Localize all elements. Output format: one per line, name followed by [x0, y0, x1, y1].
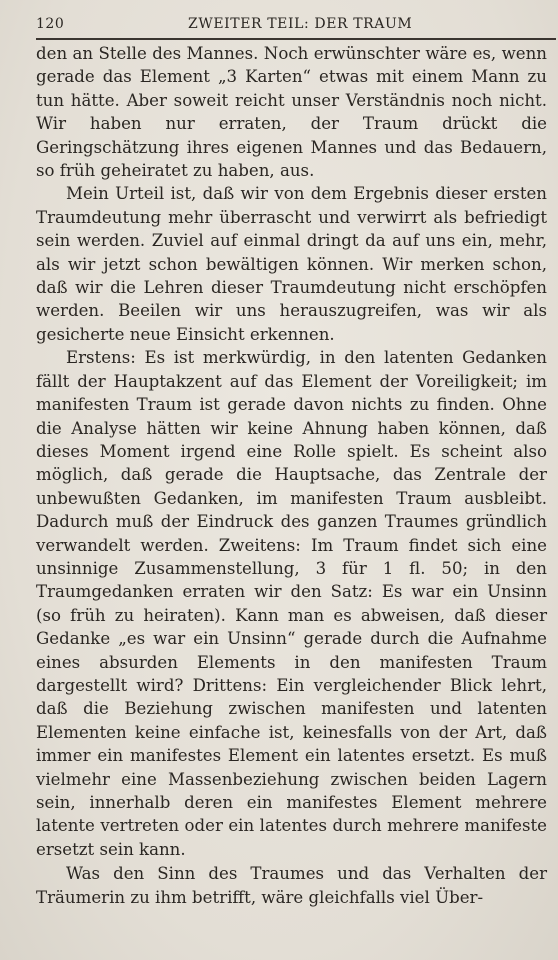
paragraph-2: Mein Urteil ist, daß wir von dem Ergebnis dieser ersten Traumdeutung mehr überrascht und verwirrt als befriedigt sein werden. Zuviel auf einmal dringt da auf uns ein, mehr, als wir jetzt schon bewältigen können. Wir merken schon, daß wir die Lehren dieser Traumdeutung nicht erschöpfen werden. Beeilen wir uns herauszugreifen, was wir als gesicherte neue Einsicht erkennen.	[36, 184, 547, 344]
page-number: 120	[36, 16, 65, 32]
paragraph-4: Was den Sinn des Traumes und das Verhalten der Träumerin zu ihm betrifft, wäre gleichfalls viel Über-	[36, 864, 547, 907]
paragraph-3: Erstens: Es ist merkwürdig, in den latenten Gedanken fällt der Hauptakzent auf das Element der Voreiligkeit; im manifesten Traum ist gerade davon nichts zu finden. Ohne die Analyse hätten wir keine Ahnung haben können, daß dieses Moment irgend eine Rolle spielt. Es scheint also möglich, daß gerade die Hauptsache, das Zentrale der unbewußten Gedanken, im manifesten Traum ausbleibt. Dadurch muß der Eindruck des ganzen Traumes gründlich verwandelt werden. Zweitens: Im Traum findet sich eine unsinnige Zusammenstellung, 3 für 1 fl. 50; in den Traumgedanken erraten wir den Satz: Es war ein Unsinn (so früh zu heiraten). Kann man es abweisen, daß dieser Gedanke „es war ein Unsinn“ gerade durch die Aufnahme eines absurden Elements in den manifesten Traum dargestellt wird? Drittens: Ein vergleichender Blick lehrt, daß die Beziehung zwischen manifesten und latenten Elementen keine einfache ist, keinesfalls von der Art, daß immer ein manifestes Element ein latentes ersetzt. Es muß vielmehr eine Massenbeziehung zwischen beiden Lagern sein, innerhalb deren ein manifestes Element mehrere latente vertreten oder ein latentes durch mehrere manifeste ersetzt sein kann.	[36, 348, 547, 859]
header-rule	[36, 38, 556, 40]
body-text	[36, 42, 547, 909]
running-head-title: ZWEITER TEIL: DER TRAUM	[188, 16, 413, 32]
paragraph-1: den an Stelle des Mannes. Noch erwünschter wäre es, wenn gerade das Element „3 Karten“ etwas mit einem Mann zu tun hätte. Aber soweit reicht unser Verständnis noch nicht. Wir haben nur erraten, der Traum drückt die Geringschätzung ihres eigenen Mannes und das Bedauern, so früh geheiratet zu haben, aus.	[36, 44, 547, 181]
running-head	[36, 14, 548, 36]
